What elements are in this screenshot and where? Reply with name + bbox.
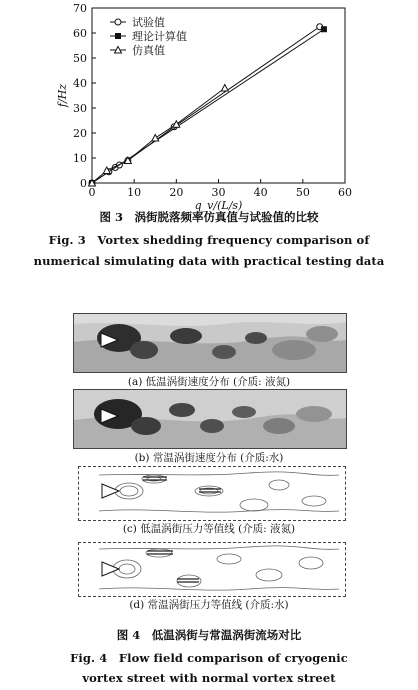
x-tick-label: 30 bbox=[211, 186, 226, 199]
panel-c-label: (c) 低温涡街压力等值线 (介质: 液氮) bbox=[122, 523, 296, 535]
panel-b-normal-velocity bbox=[73, 389, 347, 449]
velocity-field-image bbox=[74, 314, 346, 372]
x-tick-label: 0 bbox=[88, 186, 96, 199]
data-point bbox=[221, 85, 228, 92]
y-tick-label: 20 bbox=[73, 127, 87, 140]
panel-d-label: (d) 常温涡街压力等值线 (介质:水) bbox=[129, 599, 289, 611]
y-tick-label: 10 bbox=[73, 152, 87, 165]
y-axis-label: f/Hz bbox=[56, 83, 69, 108]
fig3-caption-en-line2: numerical simulating data with practical testing data bbox=[33, 254, 385, 268]
legend-label: 仿真值 bbox=[132, 44, 165, 57]
plot-frame bbox=[92, 8, 345, 183]
panel-b-label: (b) 常温涡街速度分布 (介质:水) bbox=[134, 452, 284, 464]
legend-label: 理论计算值 bbox=[132, 30, 187, 43]
y-tick-label: 0 bbox=[80, 177, 87, 190]
pressure-contour-image bbox=[79, 467, 345, 520]
panel-a-cryogenic-velocity bbox=[73, 313, 347, 373]
y-tick-label: 40 bbox=[73, 77, 87, 90]
y-tick-label: 60 bbox=[73, 27, 87, 40]
legend-marker bbox=[115, 33, 121, 39]
panel-c-cryogenic-pressure bbox=[78, 466, 346, 521]
fig4-caption-en-line2: vortex street with normal vortex street bbox=[82, 671, 336, 685]
fig4-caption-cn: 图 4 低温涡街与常温涡街流场对比 bbox=[116, 628, 302, 642]
panel-d-normal-pressure bbox=[78, 542, 346, 597]
frequency-comparison-chart bbox=[0, 0, 418, 212]
y-tick-label: 70 bbox=[73, 2, 87, 15]
velocity-field-image bbox=[74, 390, 346, 448]
y-tick-label: 50 bbox=[73, 52, 87, 65]
x-axis-label: q_v/(L/s) bbox=[194, 199, 243, 212]
x-tick-label: 40 bbox=[253, 186, 268, 199]
panel-a-label: (a) 低温涡街速度分布 (介质: 液氮) bbox=[127, 376, 291, 388]
x-tick-label: 60 bbox=[338, 186, 352, 199]
x-tick-label: 20 bbox=[169, 186, 184, 199]
legend-label: 试验值 bbox=[132, 16, 165, 29]
data-point bbox=[321, 26, 327, 32]
fig4-caption-en-line1: Fig. 4 Flow field comparison of cryogenic bbox=[70, 651, 348, 665]
legend-marker bbox=[115, 19, 121, 25]
fig3-caption-cn: 图 3 涡街脱落频率仿真值与试验值的比较 bbox=[99, 210, 319, 224]
fig3-caption-en-line1: Fig. 3 Vortex shedding frequency comparison of bbox=[48, 233, 370, 247]
pressure-contour-image bbox=[79, 543, 345, 596]
data-point bbox=[152, 135, 159, 142]
y-tick-label: 30 bbox=[73, 102, 87, 115]
x-tick-label: 50 bbox=[295, 186, 310, 199]
x-tick-label: 10 bbox=[127, 186, 142, 199]
